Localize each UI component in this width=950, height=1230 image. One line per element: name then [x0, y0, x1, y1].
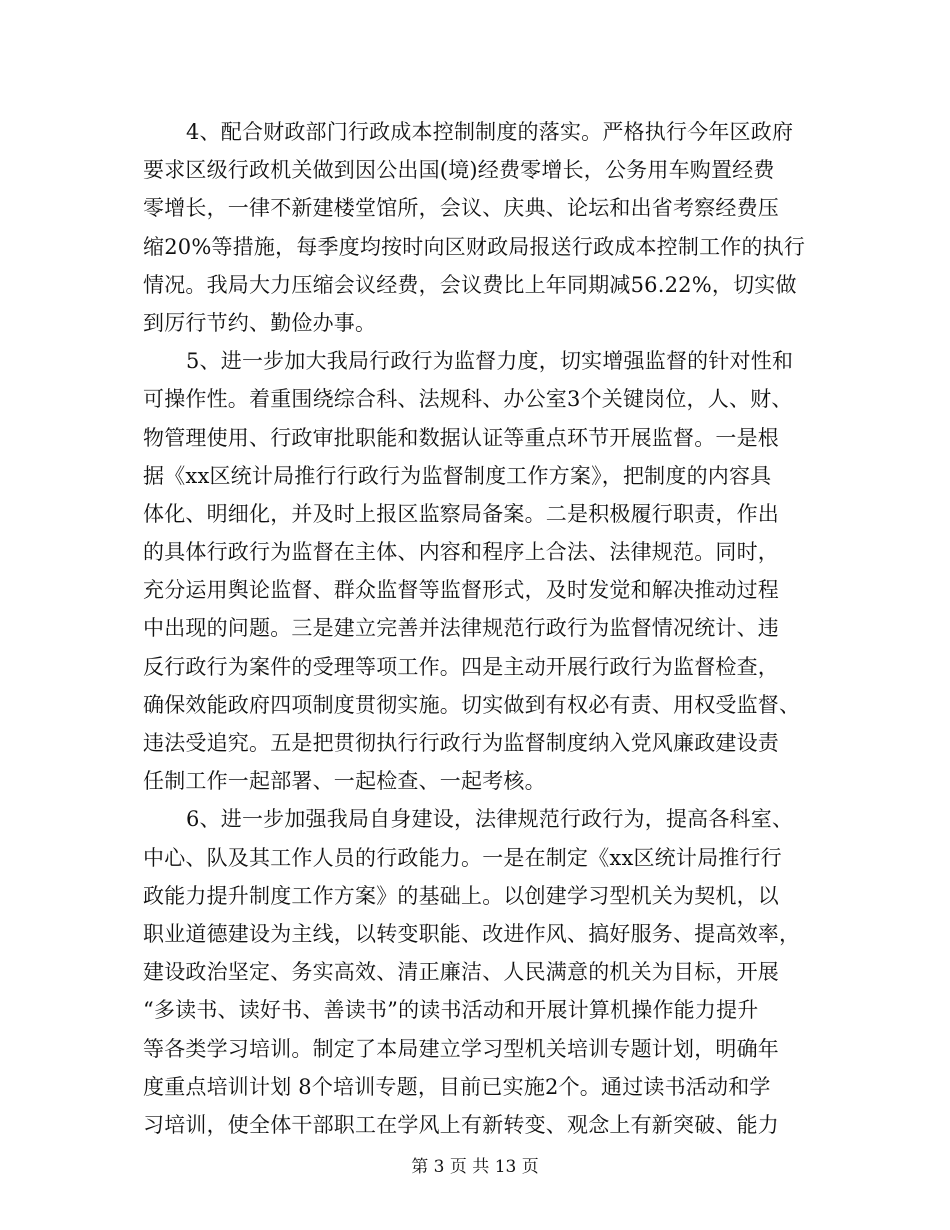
text-line: 物管理使用、行政审批职能和数据认证等重点环节开展监督。一是根 — [143, 425, 779, 450]
text-line: 情况。我局大力压缩会议经费，会议费比上年同期减56.22%，切实做 — [143, 272, 797, 297]
paragraph-first-line: 5、进一步加大我局行政行为监督力度，切实增强监督的针对性和 — [186, 349, 794, 374]
document-body — [143, 113, 806, 1144]
text-line: 中出现的问题。三是建立完善并法律规范行政行为监督情况统计、违 — [143, 616, 779, 641]
text-line: 政能力提升制度工作方案》的基础上。以创建学习型机关为契机，以 — [143, 883, 779, 908]
text-line: “多读书、读好书、善读书”的读书活动和开展计算机操作能力提升 — [143, 998, 759, 1023]
text-line: 任制工作一起部署、一起检查、一起考核。 — [143, 769, 546, 794]
text-line: 体化、明细化，并及时上报区监察局备案。二是积极履行职责，作出 — [143, 501, 779, 526]
paragraph-first-line: 6、进一步加强我局自身建设，法律规范行政行为，提高各科室、 — [186, 807, 794, 832]
text-line: 充分运用舆论监督、群众监督等监督形式，及时发觉和解决推动过程 — [143, 578, 779, 603]
text-line: 缩20%等措施，每季度均按时向区财政局报送行政成本控制工作的执行 — [143, 234, 806, 259]
text-line: 的具体行政行为监督在主体、内容和程序上合法、法律规范。同时， — [143, 540, 779, 565]
text-line: 据《xx区统计局推行行政行为监督制度工作方案》，把制度的内容具 — [143, 463, 772, 488]
text-line: 反行政行为案件的受理等项工作。四是主动开展行政行为监督检查， — [143, 654, 779, 679]
text-line: 建设政治坚定、务实高效、清正廉洁、人民满意的机关为目标，开展 — [143, 960, 779, 985]
text-line: 职业道德建设为主线，以转变职能、改进作风、搞好服务、提高效率， — [143, 921, 801, 946]
text-line: 违法受追究。五是把贯彻执行行政行为监督制度纳入党风廉政建设责 — [143, 731, 779, 755]
text-line: 可操作性。着重围绕综合科、法规科、办公室3个关键岗位，人、财、 — [143, 387, 793, 412]
text-line: 要求区级行政机关做到因公出国(境)经费零增长，公务用车购置经费 — [143, 158, 775, 183]
page-footer: 第 3 页 共 13 页 — [411, 1157, 539, 1177]
paragraph-first-line: 4、配合财政部门行政成本控制制度的落实。严格执行今年区政府 — [186, 120, 794, 144]
text-line: 中心、队及其工作人员的行政能力。一是在制定《xx区统计局推行行 — [143, 845, 782, 870]
text-line: 零增长，一律不新建楼堂馆所，会议、庆典、论坛和出省考察经费压 — [143, 196, 779, 221]
text-line: 等各类学习培训。制定了本局建立学习型机关培训专题计划，明确年 — [143, 1036, 779, 1061]
text-line: 确保效能政府四项制度贯彻实施。切实做到有权必有责、用权受监督、 — [143, 692, 801, 717]
text-line: 度重点培训计划 8个培训专题，目前已实施2个。通过读书活动和学 — [143, 1074, 771, 1099]
text-line: 到厉行节约、勤俭办事。 — [143, 310, 377, 335]
text-line: 习培训，使全体干部职工在学风上有新转变、观念上有新突破、能力 — [143, 1112, 779, 1137]
